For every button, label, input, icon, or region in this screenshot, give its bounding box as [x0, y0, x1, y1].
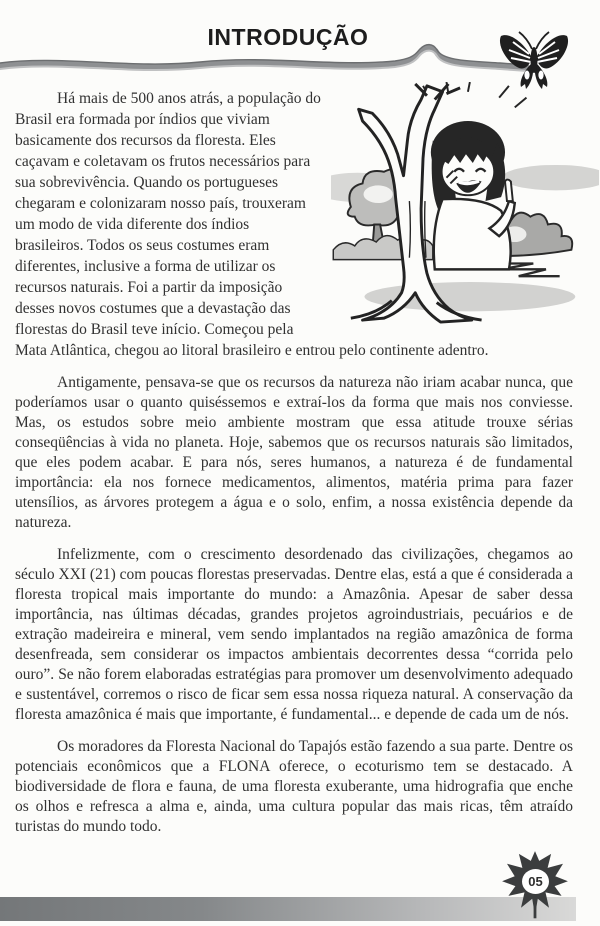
- maple-leaf-page-marker: [499, 849, 571, 919]
- butterfly-icon: [497, 20, 571, 90]
- page-body: [15, 88, 573, 837]
- page-number: 05: [522, 869, 549, 894]
- footer-gradient-bar: [0, 897, 576, 921]
- page-title: INTRODUÇÃO: [207, 24, 369, 50]
- paragraph-intro: Há mais de 500 anos atrás, a população do Brasil era formada por índios que viviam basicamente dos recursos da floresta. Eles caçavam e coletavam os frutos necessários para sua sobrevivência. Quando os portugueses chegaram e colonizaram nosso país, trouxeram um modo de vida diferente dos índios brasileiros. Todos os seus costumes eram diferentes, inclusive a forma de utilizar os recursos naturais. Foi a partir da imposição desses novos costumes que a devastação das florestas do Brasil teve início. Começou pela Mata Atlântica, chegou ao litoral brasileiro e entrou pelo continente adentro.: [15, 90, 489, 359]
- forest-child-illustration: [331, 82, 599, 324]
- paragraph-amazon: Infelizmente, com o crescimento desordenado das civilizações, chegamos ao século XXI (21) com poucas florestas preservadas. Dentre elas, está a que é considerada a floresta tropical mais importante do mundo: a Amazônia. Apesar de saber dessa importância, nas últimas décadas, grandes projetos agroindustriais, pecuários e de extração madeireira e mineral, vem sendo implantados na região amazônica de forma desenfreada, sem considerar os impactos ambientais decorrentes dessa “corrida pelo ouro”. Se não forem elaboradas estratégias para promover um desenvolvimento adequado e sustentável, corremos o risco de ficar sem essa nossa riqueza natural. A conservação da floresta amazônica é mais que importante, é fundamental... e depende de cada um de nós.: [15, 546, 573, 723]
- paragraph-tapajos: Os moradores da Floresta Nacional do Tapajós estão fazendo a sua parte. Dentre os potenciais econômicos que a FLONA oferece, o ecoturismo tem se destacado. A biodiversidade de flora e fauna, de uma floresta exuberante, uma hidrografia que enche os olhos e refresca a alma e, ainda, uma cultura popular das mais ricas, têm atraído turistas do mundo todo.: [15, 738, 573, 835]
- paragraph-resources: Antigamente, pensava-se que os recursos da natureza não iriam acabar nunca, que poderíamos usar o quanto quiséssemos e extraí-los da forma que mais nos conviesse. Mas, os estudos sobre meio ambiente mostram que essa atitude trouxe sérias conseqüências à vida no planeta. Hoje, sabemos que os recursos naturais são limitados, que eles podem acabar. E para nós, seres humanos, a natureza é de fundamental importância: ela nos fornece medicamentos, alimentos, matéria prima para fazer utensílios, as árvores protegem a água e o solo, enfim, a nossa existência depende da natureza.: [15, 374, 573, 531]
